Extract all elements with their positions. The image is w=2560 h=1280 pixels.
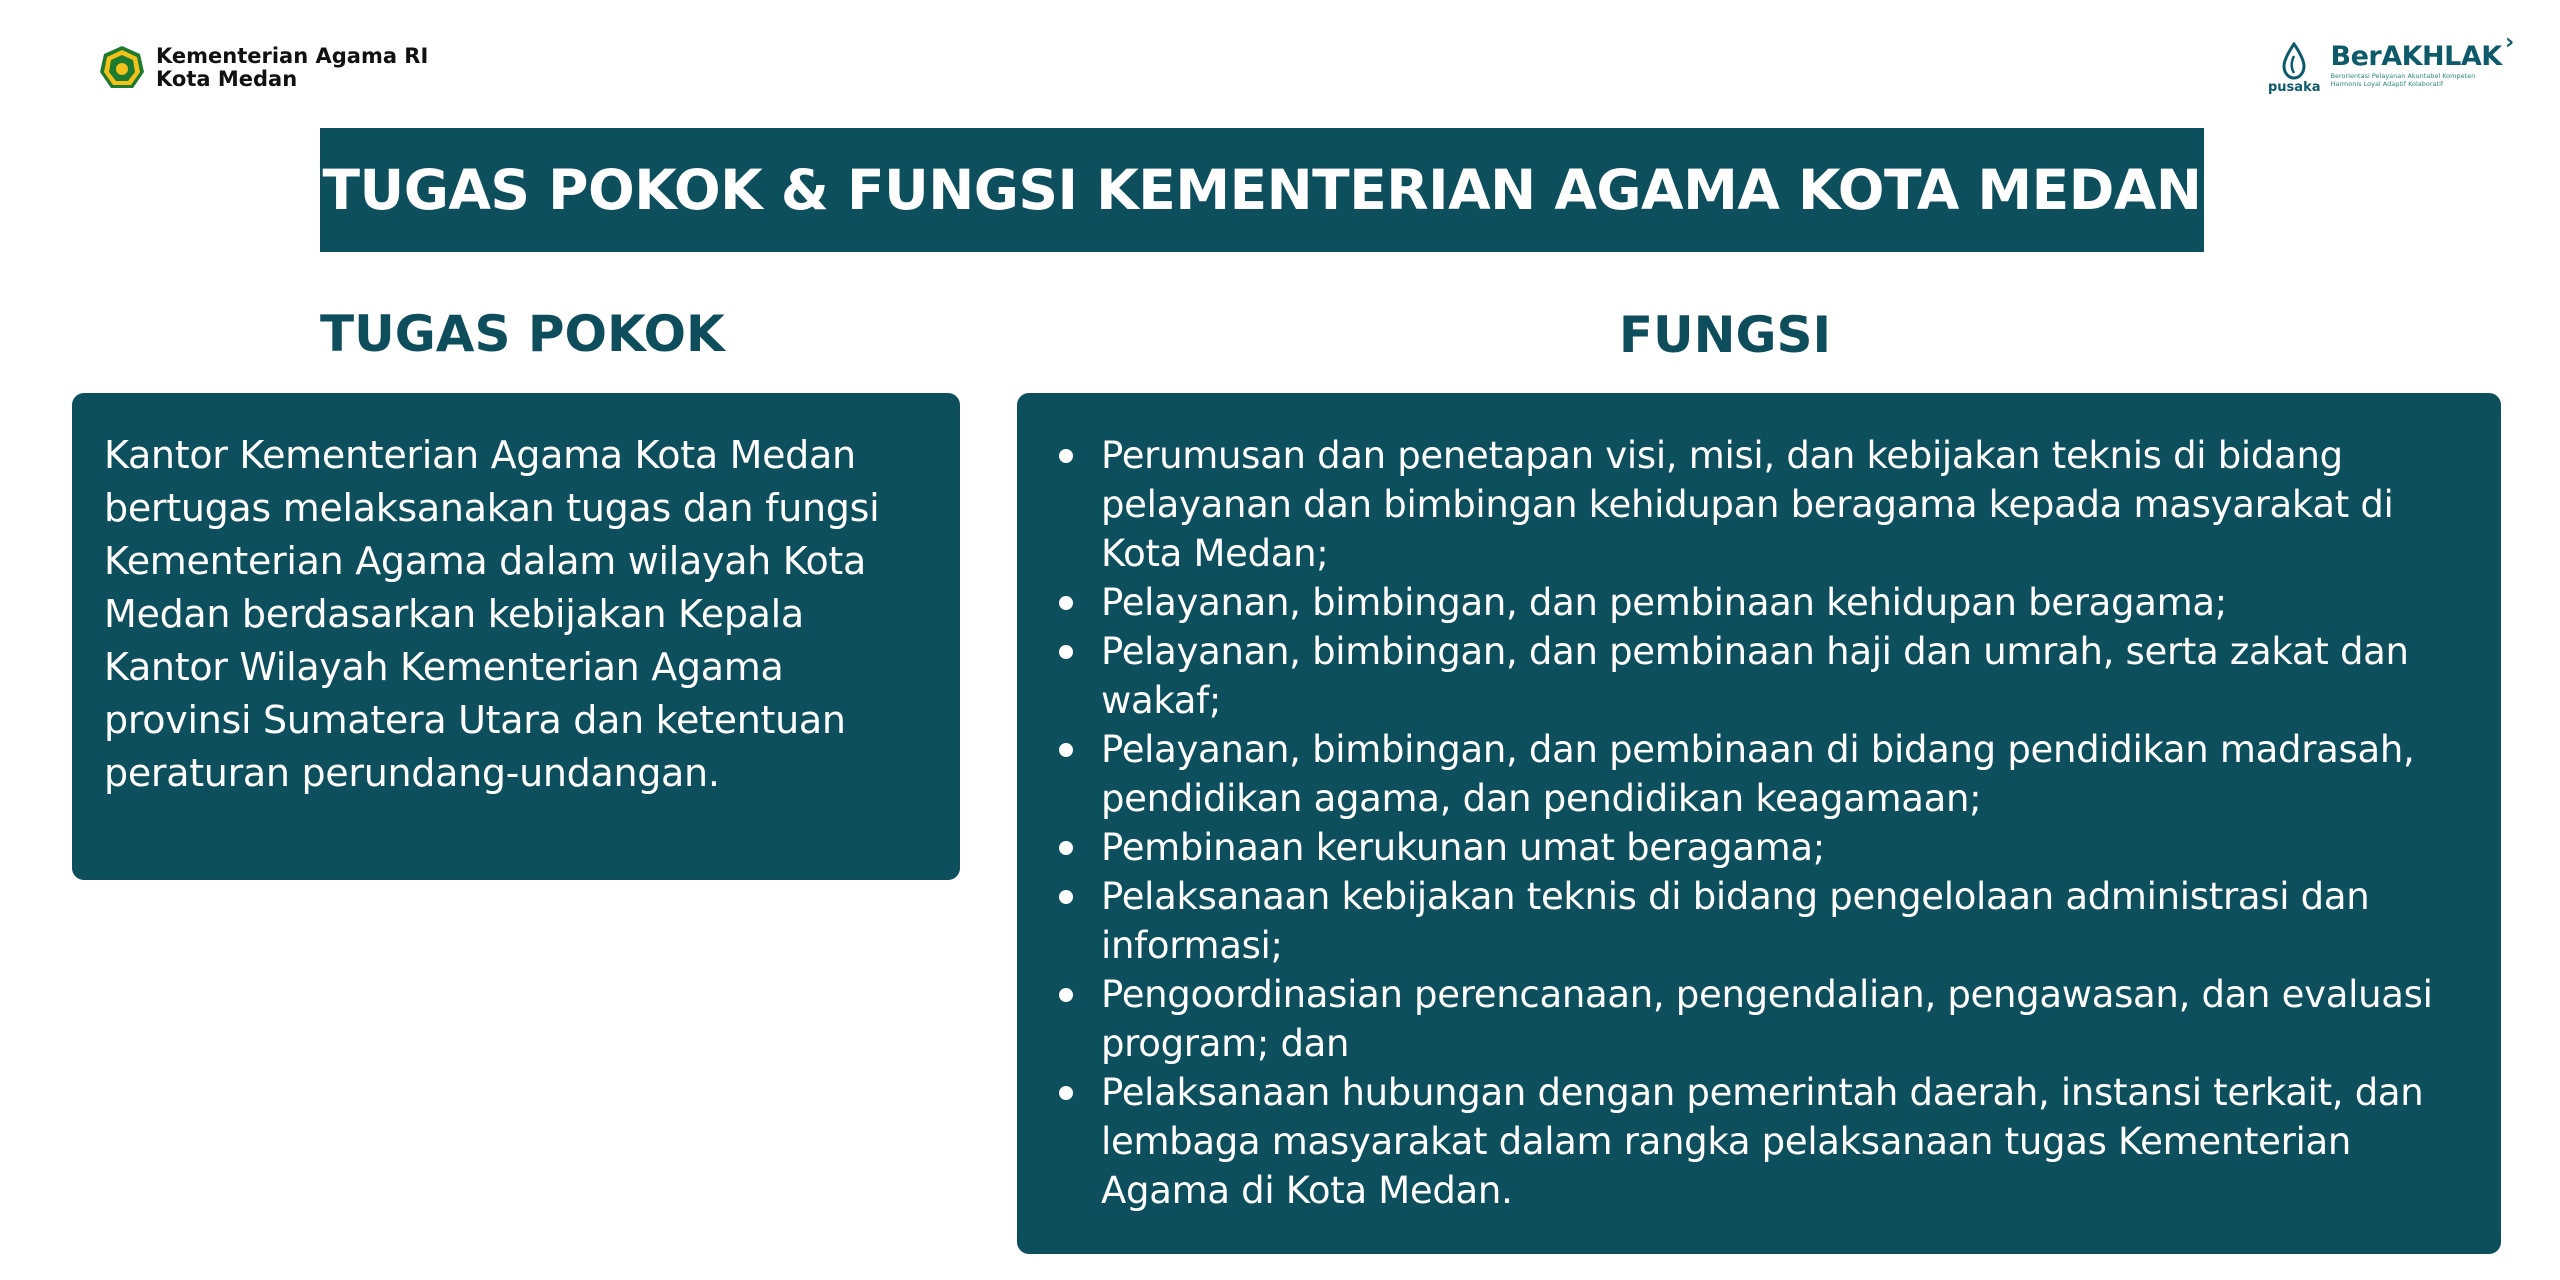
bullet-icon [1059, 596, 1073, 610]
berakhlak-tagline: Berorientasi Pelayanan Akuntabel Kompeten Harmonis Loyal Adaptif Kolaboratif [2330, 72, 2476, 88]
pusaka-drop-icon [2281, 42, 2307, 82]
bullet-icon [1059, 449, 1073, 463]
bullet-icon [1059, 645, 1073, 659]
fungsi-item-text: Pelaksanaan hubungan dengan pemerintah daerah, instansi terkait, dan lembaga masyarakat dalam rangka pelaksanaan tugas Kementerian Agama di Kota Medan. [1101, 1071, 2424, 1212]
fungsi-item-text: Pelaksanaan kebijakan teknis di bidang pengelolaan administrasi dan informasi; [1101, 875, 2370, 967]
org-name-line1: Kementerian Agama RI [156, 44, 429, 68]
fungsi-item [1047, 627, 2481, 725]
fungsi-list [1047, 431, 2481, 1215]
fungsi-item-text: Pembinaan kerukunan umat beragama; [1101, 826, 1825, 869]
bullet-icon [1059, 890, 1073, 904]
org-name-line2: Kota Medan [156, 67, 298, 91]
berakhlak-logo [2268, 30, 2514, 95]
pusaka-logo [2268, 42, 2321, 95]
fungsi-item-text: Pengoordinasian perencanaan, pengendalian, pengawasan, dan evaluasi program; dan [1101, 973, 2433, 1065]
tugas-pokok-text: Kantor Kementerian Agama Kota Medan bertugas melaksanakan tugas dan fungsi Kementerian Agama dalam wilayah Kota Medan berdasarkan kebijakan Kepala Kantor Wilayah Kementerian Agama provinsi Sumatera Utara dan ketentuan peraturan perundang-undangan. [104, 433, 880, 795]
fungsi-item [1047, 431, 2481, 578]
bullet-icon [1059, 1086, 1073, 1100]
fungsi-item [1047, 970, 2481, 1068]
fungsi-item [1047, 725, 2481, 823]
bullet-icon [1059, 841, 1073, 855]
pusaka-word: pusaka [2268, 80, 2321, 95]
chevron-icon: › [2505, 30, 2514, 55]
fungsi-item-text: Pelayanan, bimbingan, dan pembinaan kehidupan beragama; [1101, 581, 2227, 624]
fungsi-item-text: Perumusan dan penetapan visi, misi, dan kebijakan teknis di bidang pelayanan dan bimbingan kehidupan beragama kepada masyarakat di Kota Medan; [1101, 434, 2394, 575]
tugas-pokok-card [72, 393, 960, 880]
fungsi-item [1047, 823, 2481, 872]
fungsi-item-text: Pelayanan, bimbingan, dan pembinaan haji dan umrah, serta zakat dan wakaf; [1101, 630, 2409, 722]
bullet-icon [1059, 988, 1073, 1002]
berakhlak-wordmark [2330, 30, 2514, 88]
kemenag-logo [98, 44, 428, 92]
fungsi-item [1047, 578, 2481, 627]
fungsi-item [1047, 1068, 2481, 1215]
bullet-icon [1059, 743, 1073, 757]
kemenag-emblem-icon [98, 44, 146, 92]
berakhlak-brand: BerAKHLAK [2330, 41, 2502, 72]
org-name [156, 45, 428, 91]
fungsi-card [1017, 393, 2501, 1254]
fungsi-heading: FUNGSI [1618, 306, 1832, 364]
tugas-pokok-heading: TUGAS POKOK [320, 305, 725, 363]
title-banner [320, 128, 2204, 252]
fungsi-item [1047, 872, 2481, 970]
page-title: TUGAS POKOK & FUNGSI KEMENTERIAN AGAMA KOTA MEDAN [322, 158, 2202, 222]
fungsi-item-text: Pelayanan, bimbingan, dan pembinaan di bidang pendidikan madrasah, pendidikan agama, dan pendidikan keagamaan; [1101, 728, 2415, 820]
